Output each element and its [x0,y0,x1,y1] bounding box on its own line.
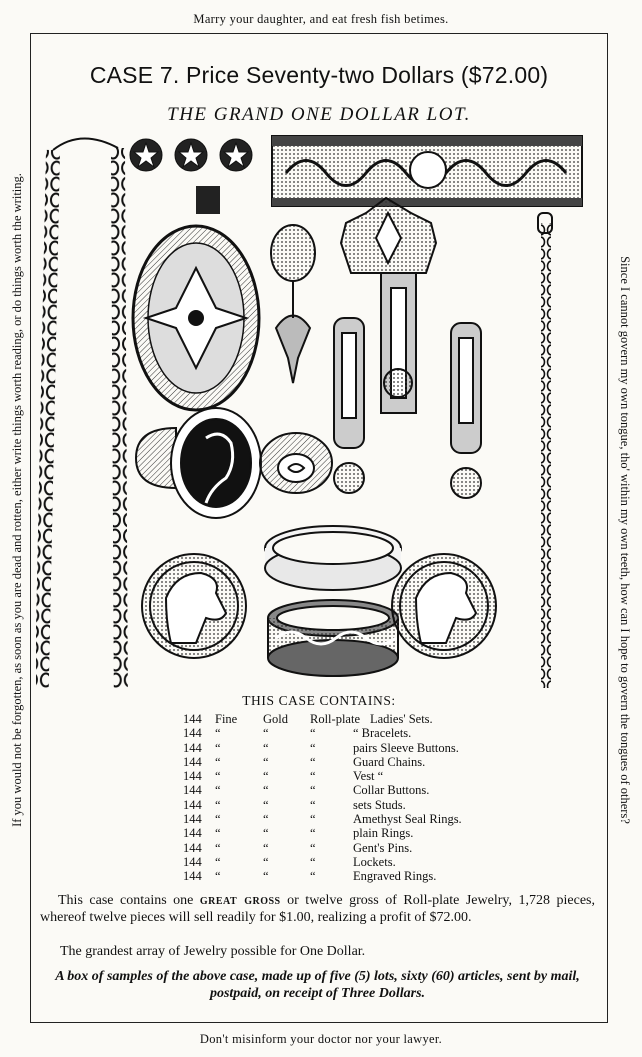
contents-list [183,712,543,884]
engraved-ring-icon [268,600,398,676]
description-paragraph: This case contains one great gross or twelve gross of Roll-plate Jewelry, 1,728 pieces, whereof twelve pieces will sell readily for $1.00, realizing a profit of $72.00. [40,893,595,925]
left-margin-text: If you would not be forgotten, as soon as you are dead and rotten, either write things worth reading, or do things worth the writing. [10,173,24,827]
list-item: 144 “ “ “ Gent's Pins. [183,840,413,855]
drop-pin-icon [271,225,315,383]
guard-chain-icon [36,138,128,688]
list-item: 144 “ “ “ plain Rings. [183,826,414,841]
tagline-paragraph: The grandest array of Jewelry possible for One Dollar. [60,944,366,959]
bottom-motto: Don't misinform your doctor nor your lawyer. [199,1032,443,1046]
sleeve-buttons-icon [130,139,252,171]
list-item: 144 “ “ “ Collar Buttons. [183,783,430,798]
plain-ring-icon [265,526,401,590]
top-motto: Marry your daughter, and eat fresh fish betimes. [193,12,449,26]
list-item: 144 “ “ “ Vest “ [183,769,384,784]
right-margin-text: Since I cannot govern my own tongue, tho' within my own teeth, how can I hope to govern the tongues of others? [618,256,632,824]
list-item: 144 Fine Gold Roll-plate Ladies' Sets. [183,712,433,726]
bracelet-band-icon [272,136,582,206]
vest-chain-icon [538,213,552,688]
seal-ring-icon [136,408,261,518]
jewelry-illustration [36,128,606,688]
contents-heading: THIS CASE CONTAINS: [242,693,396,708]
sample-offer-paragraph: A box of samples of the above case, made up of five (5) lots, sixty (60) articles, sent by mail, postpaid, on receipt of Three Dollars. [55,969,580,1001]
list-item: 144 “ “ “ Amethyst Seal Rings. [183,812,462,827]
list-item: 144 “ “ “ Guard Chains. [183,754,426,769]
collar-button-icon [260,433,332,493]
great-gross-emphasis: great gross [199,893,281,908]
list-item: 144 “ “ “ Engraved Rings. [183,869,437,884]
list-item: 144 “ “ “ pairs Sleeve Buttons. [183,740,459,755]
case-title: CASE 7. Price Seventy-two Dollars ($72.00) [89,62,549,88]
list-item: 144 “ “ “ Lockets. [183,854,396,869]
case-subtitle: THE GRAND ONE DOLLAR LOT. [167,104,471,125]
locket-icon [133,186,259,410]
list-item: 144 “ “ “ sets Studs. [183,797,406,812]
list-item: 144 “ “ “ “ Bracelets. [183,726,412,741]
